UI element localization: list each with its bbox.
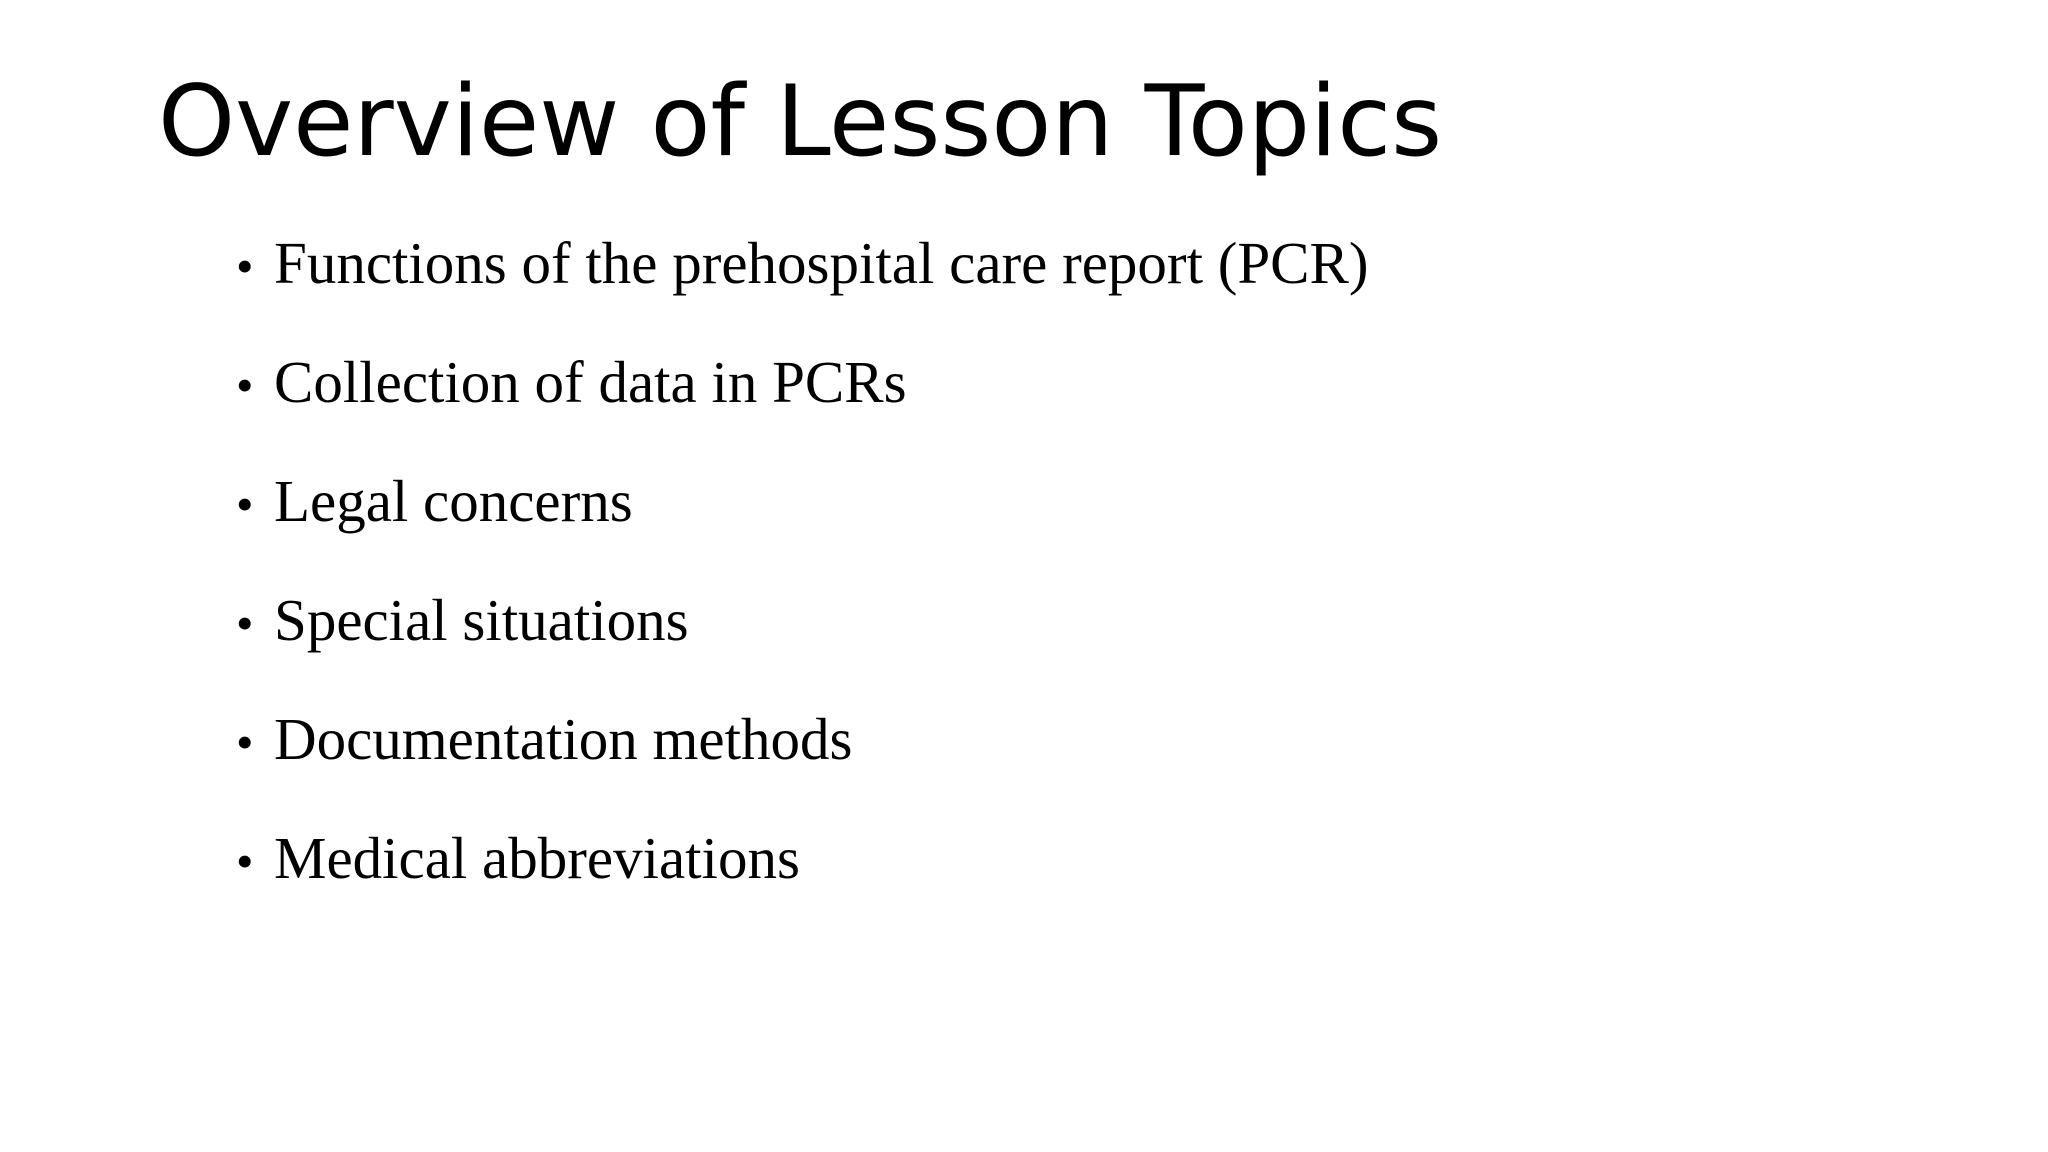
bullet-marker: •	[236, 595, 254, 651]
bullet-item-functions	[236, 226, 1369, 345]
bullet-marker: •	[236, 833, 254, 889]
bullet-text: Documentation methods	[274, 706, 853, 772]
bullet-item-documentation	[236, 702, 1369, 821]
bullet-text: Functions of the prehospital care report (PCR)	[274, 230, 1369, 296]
bullet-item-collection	[236, 345, 1369, 464]
bullet-text: Medical abbreviations	[274, 825, 800, 891]
bullet-item-abbreviations	[236, 821, 1369, 940]
bullet-text: Legal concerns	[274, 468, 633, 534]
bullet-marker: •	[236, 357, 254, 413]
bullet-marker: •	[236, 476, 254, 532]
bullet-item-legal	[236, 464, 1369, 583]
bullet-text: Collection of data in PCRs	[274, 349, 907, 415]
slide-title: Overview of Lesson Topics	[158, 65, 1443, 179]
bullet-item-special	[236, 583, 1369, 702]
bullet-marker: •	[236, 714, 254, 770]
bullet-list	[236, 226, 1369, 940]
bullet-marker: •	[236, 238, 254, 294]
bullet-text: Special situations	[274, 587, 689, 653]
